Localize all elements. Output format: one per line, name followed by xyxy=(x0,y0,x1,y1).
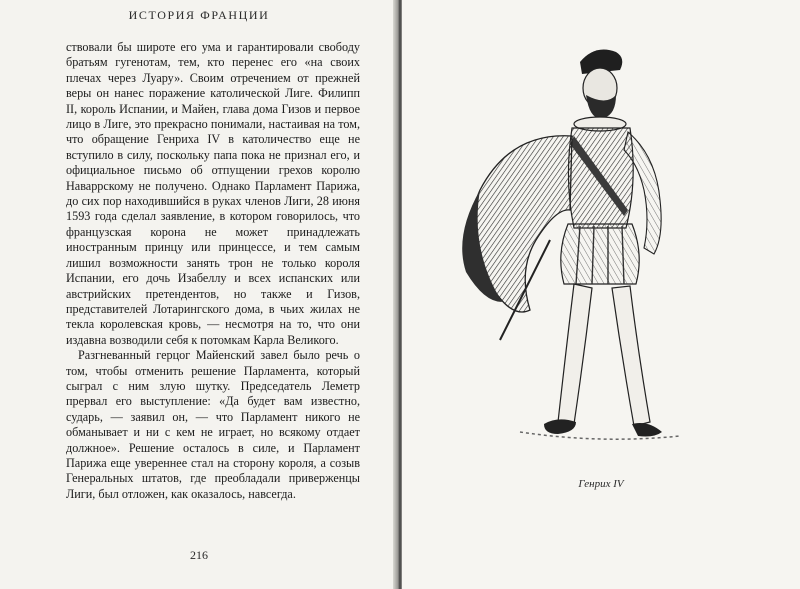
right-shoe xyxy=(632,423,662,437)
left-page xyxy=(0,0,398,589)
portrait-illustration xyxy=(440,40,700,470)
illustration-caption: Генрих IV xyxy=(578,478,624,490)
trunk-hose-shape xyxy=(561,224,639,284)
left-leg-shape xyxy=(558,284,592,424)
right-leg-shape xyxy=(612,286,650,426)
paragraph-2: Разгневанный герцог Майенский завел было речь о том, чтобы отменить решение Парламента, который сыграл с ним злую шутку. Председатель Леметр прервал его выступление: «Да будет вам известно, сударь, — заявил он, — что Парламент никого не обманывает и ни с кем не играет, но всякому отдает должное». Решение осталось в силе, и Парламент Парижа еще увереннее стал на сторону короля, а созыв Генеральных штатов, где преобладали приверженцы Лиги, был отложен, как оказалось, навсегда. xyxy=(66,348,360,501)
page-number: 216 xyxy=(190,548,208,562)
left-shoe xyxy=(544,419,576,434)
body-text xyxy=(66,40,360,502)
running-head: ИСТОРИЯ ФРАНЦИИ xyxy=(128,8,270,22)
paragraph-1: ствовали бы широте его ума и гарантировали свободу братьям гугенотам, тем, кто перенес его «на своих плечах через Луару». Своим отречением от прежней веры он нанес поражение католической Лиге. Филипп II, король Испании, и Майен, глава дома Гизов и первое лицо в Лиге, это прекрасно понимали, настаивая на том, что обращение Генриха IV в католичество еще не вступило в силу, поскольку папа пока не признал его, и официальное письмо об отпущении грехов королю Наваррскому не получено. Однако Парламент Парижа, до сих пор находившийся в руках членов Лиги, 28 июня 1593 года сделал заявление, в котором говорилось, что французская корона не может принадлежать иностранным принцу или принцессе, и тем самым лишил возможности занять трон не только короля Испании, его дочь Изабеллу и всех испанских или австрийских претендентов, но также и Гизов, представителей Лотарингского дома, в чьих жилах не текла королевская кровь, — несмотря на то, что они издавна возводили себя к потомкам Карла Великого. xyxy=(66,40,360,347)
